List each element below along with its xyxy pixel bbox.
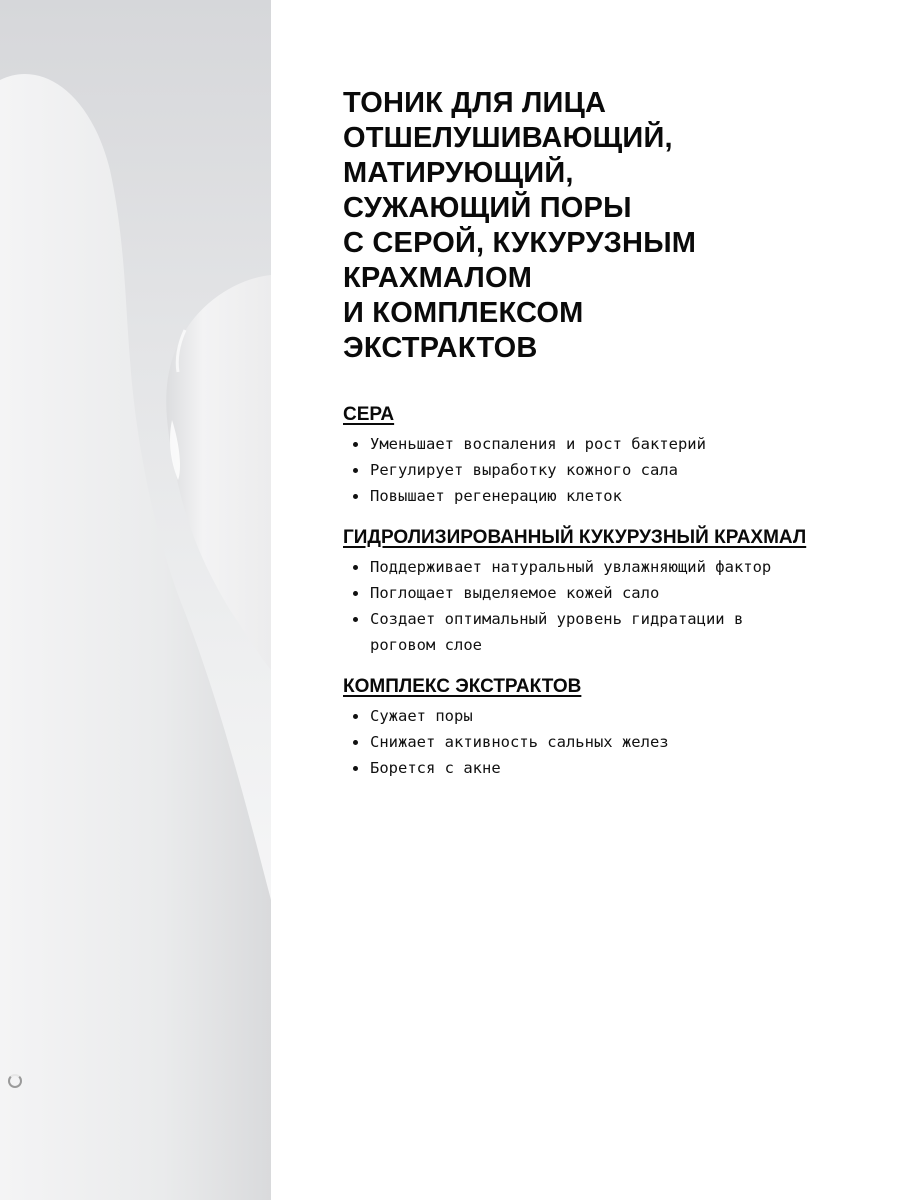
product-texture-photo	[0, 0, 271, 1200]
title-line: И КОМПЛЕКСОМ	[343, 297, 584, 329]
title-line: ОТШЕЛУШИВАЮЩИЙ,	[343, 122, 673, 154]
section-heading-text: СЕРА	[343, 404, 395, 425]
list-item-text: Поддерживает натуральный увлажняющий фактор	[370, 558, 772, 576]
bullet-icon	[353, 617, 358, 622]
list-item-text: Поглощает выделяемое кожей сало	[370, 584, 660, 602]
bullet-icon	[353, 442, 358, 447]
section-heading	[343, 525, 813, 551]
benefit-list	[343, 703, 813, 781]
section-heading	[343, 674, 813, 700]
loading-spinner-icon	[8, 1074, 22, 1088]
list-item-text: Сужает поры	[370, 707, 473, 725]
large-drop-shape	[0, 74, 271, 1200]
section-heading	[343, 402, 813, 428]
list-item	[343, 703, 813, 729]
benefit-list	[343, 554, 813, 658]
bullet-icon	[353, 468, 358, 473]
product-title	[343, 86, 813, 366]
list-item-text: Повышает регенерацию клеток	[370, 487, 622, 505]
bullet-icon	[353, 591, 358, 596]
list-item-text: Создает оптимальный уровень гидратации в роговом слое	[370, 610, 744, 654]
list-item-text: Регулирует выработку кожного сала	[370, 461, 678, 479]
list-item	[343, 606, 813, 658]
list-item	[343, 483, 813, 509]
list-item-text: Борется с акне	[370, 759, 501, 777]
bullet-icon	[353, 494, 358, 499]
gel-drops-illustration	[0, 0, 271, 1200]
bullet-icon	[353, 766, 358, 771]
section-heading-text: КОМПЛЕКС ЭКСТРАКТОВ	[343, 676, 582, 697]
list-item	[343, 457, 813, 483]
title-line: КРАХМАЛОМ	[343, 262, 533, 294]
section-heading-text: ГИДРОЛИЗИРОВАННЫЙ КУКУРУЗНЫЙ КРАХМАЛ	[343, 527, 807, 548]
section-extract-complex	[343, 674, 813, 781]
list-item-text: Уменьшает воспаления и рост бактерий	[370, 435, 706, 453]
list-item	[343, 755, 813, 781]
bullet-icon	[353, 565, 358, 570]
title-line: ЭКСТРАКТОВ	[343, 332, 538, 364]
section-corn-starch	[343, 525, 813, 658]
title-line: СУЖАЮЩИЙ ПОРЫ	[343, 192, 632, 224]
benefit-list	[343, 431, 813, 509]
list-item	[343, 431, 813, 457]
section-sulfur	[343, 402, 813, 509]
list-item-text: Снижает активность сальных желез	[370, 733, 669, 751]
title-line: С СЕРОЙ, КУКУРУЗНЫМ	[343, 227, 697, 259]
bullet-icon	[353, 714, 358, 719]
bullet-icon	[353, 740, 358, 745]
title-line: ТОНИК ДЛЯ ЛИЦА	[343, 87, 607, 119]
list-item	[343, 580, 813, 606]
list-item	[343, 729, 813, 755]
product-description	[343, 86, 813, 797]
list-item	[343, 554, 813, 580]
title-line: МАТИРУЮЩИЙ,	[343, 157, 574, 189]
